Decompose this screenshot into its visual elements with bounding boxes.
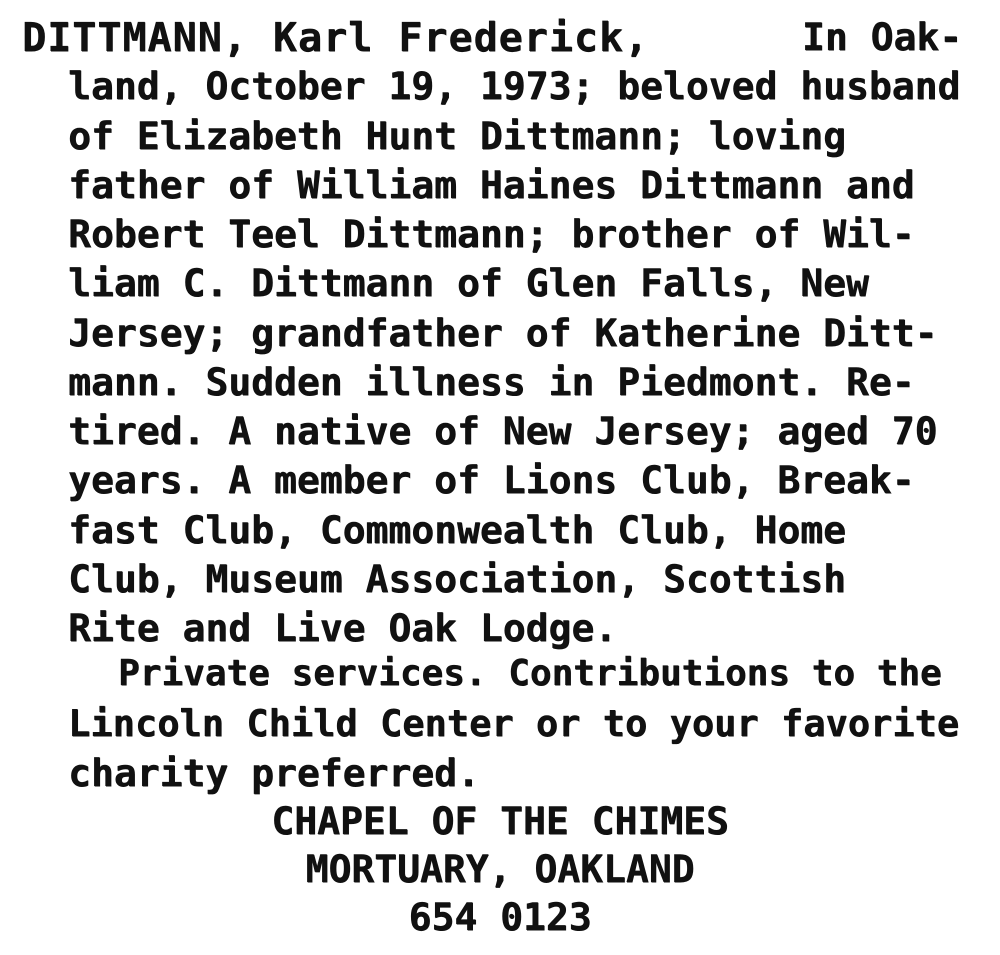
services-text-line: charity preferred. — [68, 751, 480, 795]
obituary-text-line: In Oak- — [801, 15, 962, 59]
obituary-text-line: fast Club, Commonwealth Club, Home — [68, 508, 846, 552]
obituary-text-line: years. A member of Lions Club, Break- — [68, 458, 915, 502]
obituary-text-line: mann. Sudden illness in Piedmont. Re- — [68, 360, 915, 404]
obituary-text-line: of Elizabeth Hunt Dittmann; loving — [68, 114, 846, 158]
obituary-text-line: Club, Museum Association, Scottish — [68, 557, 846, 601]
services-text-line: Lincoln Child Center or to your favorite — [68, 702, 960, 745]
mortuary-location: MORTUARY, OAKLAND — [305, 847, 695, 891]
services-text-line: Private services. Contributions to the — [118, 653, 942, 694]
obituary-first-line — [22, 15, 962, 61]
obituary-text-line: Rite and Live Oak Lodge. — [68, 606, 618, 650]
obituary-text-line: Jersey; grandfather of Katherine Ditt- — [68, 311, 938, 355]
mortuary-phone: 654 0123 — [408, 895, 592, 939]
deceased-name: DITTMANN, Karl Frederick, — [22, 15, 650, 61]
obituary-text-line: liam C. Dittmann of Glen Falls, New — [68, 261, 869, 305]
obituary-text-line: Robert Teel Dittmann; brother of Wil- — [68, 212, 915, 256]
obituary-text-line: land, October 19, 1973; beloved husband — [68, 64, 961, 108]
obituary-text-line: tired. A native of New Jersey; aged 70 — [68, 409, 938, 453]
mortuary-name: CHAPEL OF THE CHIMES — [271, 799, 729, 843]
obituary-text-line: father of William Haines Dittmann and — [68, 163, 915, 207]
